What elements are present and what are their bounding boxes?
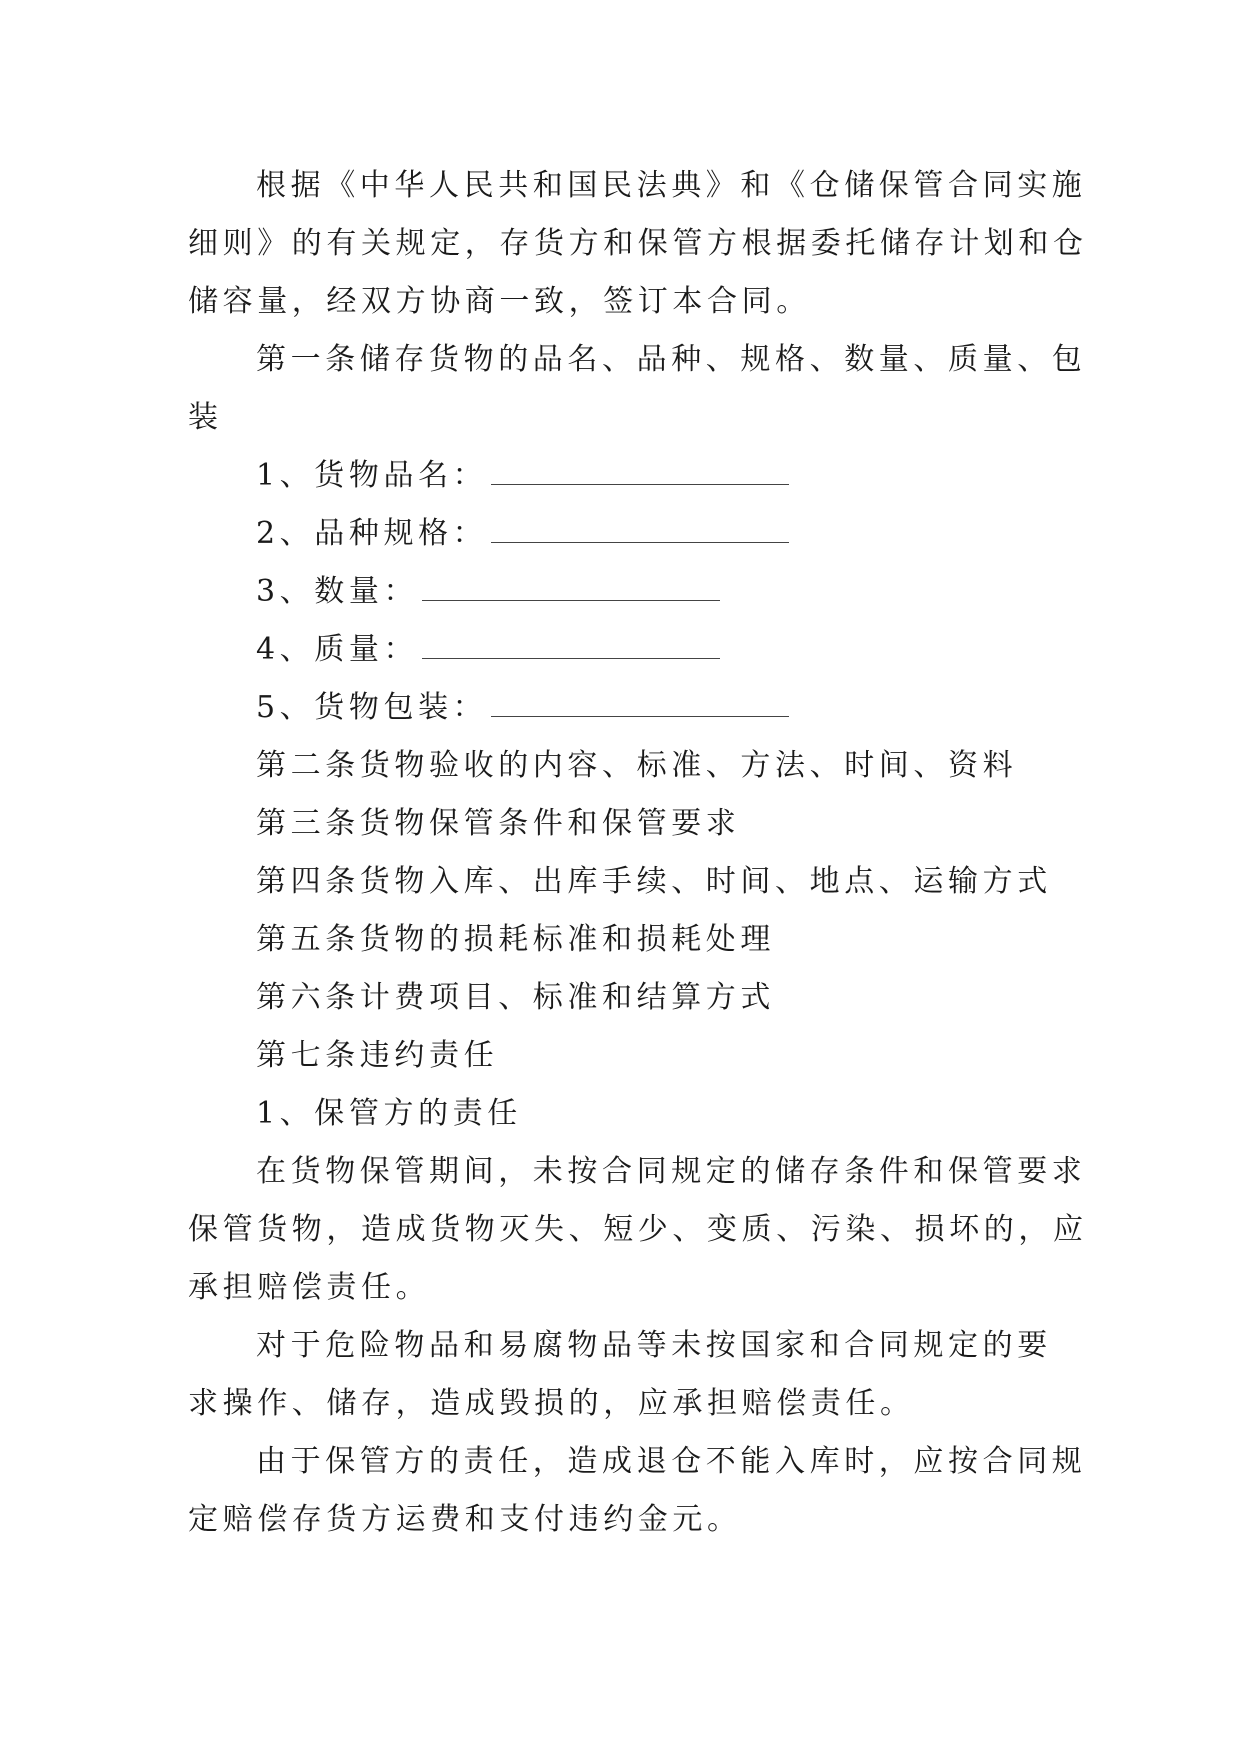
- field-goods-name-blank[interactable]: [491, 454, 789, 485]
- liability-p1-line-1: 在货物保管期间，未按合同规定的储存条件和保管要求: [256, 1154, 1087, 1189]
- article-3: 第三条货物保管条件和保管要求: [256, 806, 741, 841]
- field-variety-spec-blank[interactable]: [491, 512, 789, 543]
- article-6: 第六条计费项目、标准和结算方式: [256, 980, 775, 1015]
- field-quality-blank[interactable]: [422, 628, 720, 659]
- article-5: 第五条货物的损耗标准和损耗处理: [256, 922, 775, 957]
- field-variety-spec: [188, 505, 1054, 563]
- liability-p3-line-1: 由于保管方的责任，造成退仓不能入库时，应按合同规: [256, 1444, 1087, 1479]
- liability-p1-line-3: 承担赔偿责任。: [188, 1270, 431, 1305]
- article-1-line-2: 装: [188, 400, 223, 435]
- article-2: 第二条货物验收的内容、标准、方法、时间、资料: [256, 748, 1018, 783]
- field-goods-name-label: 1、货物品名：: [256, 458, 488, 493]
- liability-p3-line-2: 定赔偿存货方运费和支付违约金元。: [188, 1502, 742, 1537]
- liability-p1-line-2: 保管货物，造成货物灭失、短少、变质、污染、损坏的，应: [188, 1212, 1088, 1247]
- preamble-line-1: 根据《中华人民共和国民法典》和《仓储保管合同实施: [256, 168, 1087, 203]
- custodian-liability-heading: 1、保管方的责任: [256, 1096, 522, 1131]
- preamble-line-2: 细则》的有关规定，存货方和保管方根据委托储存计划和仓: [188, 226, 1088, 261]
- field-variety-spec-label: 2、品种规格：: [256, 516, 488, 551]
- field-packaging-label: 5、货物包装：: [256, 690, 488, 725]
- liability-p2-line-2: 求操作、储存，造成毁损的，应承担赔偿责任。: [188, 1386, 915, 1421]
- field-quantity: [188, 563, 1054, 621]
- field-quantity-label: 3、数量：: [256, 574, 419, 609]
- field-quality: [188, 621, 1054, 679]
- liability-p2-line-1: 对于危险物品和易腐物品等未按国家和合同规定的要: [256, 1328, 1052, 1363]
- article-7: 第七条违约责任: [256, 1038, 499, 1073]
- article-4: 第四条货物入库、出库手续、时间、地点、运输方式: [256, 864, 1052, 899]
- preamble-line-3: 储容量，经双方协商一致，签订本合同。: [188, 284, 811, 319]
- field-quantity-blank[interactable]: [422, 570, 720, 601]
- field-packaging-blank[interactable]: [491, 686, 789, 717]
- document-body: [188, 157, 1088, 1549]
- article-1-line-1: 第一条储存货物的品名、品种、规格、数量、质量、包: [256, 342, 1087, 377]
- field-packaging: [188, 679, 1054, 737]
- field-goods-name: [188, 447, 1054, 505]
- field-quality-label: 4、质量：: [256, 632, 419, 667]
